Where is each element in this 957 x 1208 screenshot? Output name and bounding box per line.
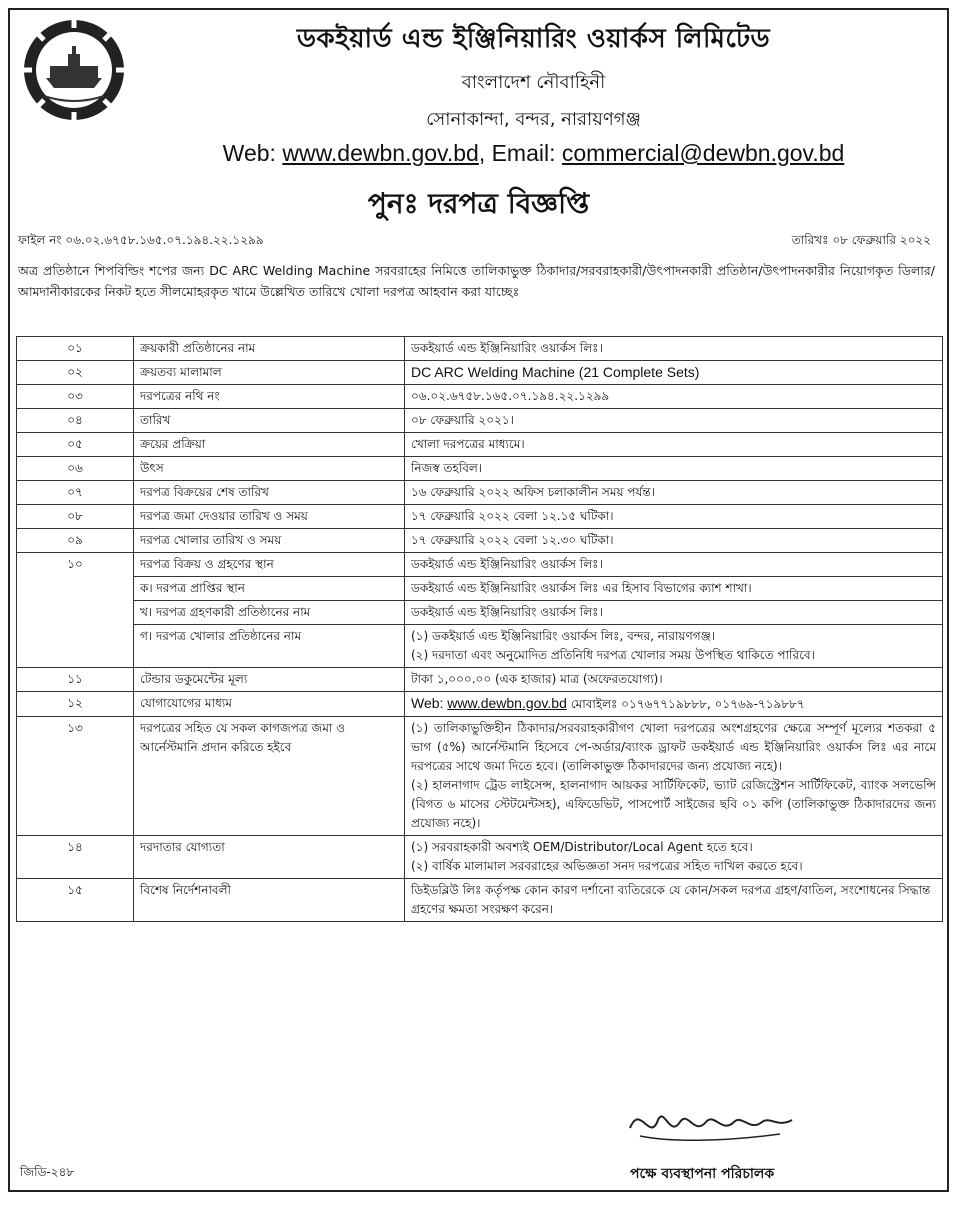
row-value (405, 717, 943, 836)
table-row (17, 601, 943, 625)
organization-name: ডকইয়ার্ড এন্ড ইঞ্জিনিয়ারিং ওয়ার্কস লিমিটেড (296, 24, 771, 54)
email-link[interactable]: commercial@dewbn.gov.bd (561, 140, 845, 166)
row-number: ১২ (17, 692, 134, 717)
row-number: ১০ (17, 553, 134, 668)
row-value (405, 692, 943, 717)
table-row (17, 879, 943, 922)
row-value: খোলা দরপত্রের মাধ্যমে। (405, 433, 943, 457)
table-row (17, 553, 943, 577)
table-row (17, 433, 943, 457)
row-number: ০৩ (17, 385, 134, 409)
row-number: ০১ (17, 337, 134, 361)
row-value: ডিইডব্লিউ লিঃ কর্তৃপক্ষ কোন কারণ দর্শানো ব্যতিরেকে যে কোন/সকল দরপত্র গ্রহণ/বাতিল, সংশোধনের সিদ্ধান্ত গ্রহণের ক্ষমতা সংরক্ষণ করেন। (405, 879, 943, 922)
row-value: DC ARC Welding Machine (21 Complete Sets) (405, 361, 943, 385)
row-label: তারিখ (134, 409, 405, 433)
row-value: ০৮ ফেব্রুয়ারি ২০২১। (405, 409, 943, 433)
contact-website-link[interactable]: www.dewbn.gov.bd (447, 695, 567, 711)
authority-name: বাংলাদেশ নৌবাহিনী (461, 72, 606, 93)
table-row (17, 668, 943, 692)
row-number: ০৪ (17, 409, 134, 433)
value-line: (১) ডকইয়ার্ড এন্ড ইঞ্জিনিয়ারিং ওয়ার্কস লিঃ, বন্দর, নারায়ণগঞ্জ। (411, 629, 716, 643)
row-value: ১৬ ফেব্রুয়ারি ২০২২ অফিস চলাকালীন সময় পর্যন্ত। (405, 481, 943, 505)
table-row (17, 409, 943, 433)
row-value (405, 625, 943, 668)
row-value (405, 836, 943, 879)
row-number: ০৮ (17, 505, 134, 529)
value-line: (২) দরদাতা এবং অনুমোদিত প্রতিনিধি দরপত্র খোলার সময় উপস্থিত থাকিতে পারিবে। (411, 648, 815, 662)
row-value: টাকা ১,০০০.০০ (এক হাজার) মাত্র (অফেরতযোগ্য)। (405, 668, 943, 692)
tender-notice-page (8, 8, 949, 1192)
table-row (17, 457, 943, 481)
row-label: ক্রয়কারী প্রতিষ্ঠানের নাম (134, 337, 405, 361)
table-row (17, 717, 943, 836)
row-number: ১৫ (17, 879, 134, 922)
company-logo-icon (20, 16, 128, 124)
row-label: ক্রয়ের প্রক্রিয়া (134, 433, 405, 457)
table-row (17, 529, 943, 553)
row-value: ডকইয়ার্ড এন্ড ইঞ্জিনিয়ারিং ওয়ার্কস লিঃ। (405, 601, 943, 625)
row-number: ০৬ (17, 457, 134, 481)
phone-numbers: মোবাইলঃ ০১৭৬৭৭১৯৮৮৮, ০১৭৬৯-৭১৯৮৮৭ (570, 697, 805, 711)
row-number: ১৪ (17, 836, 134, 879)
signature-icon (610, 1098, 810, 1150)
contact-line (130, 140, 937, 167)
web-prefix: Web: (411, 695, 444, 711)
letterhead (130, 16, 937, 167)
web-label: Web: (222, 140, 276, 166)
row-label: উৎস (134, 457, 405, 481)
contact-separator: , (478, 140, 486, 166)
table-row (17, 385, 943, 409)
row-number: ০৫ (17, 433, 134, 457)
row-label: বিশেষ নির্দেশনাবলী (134, 879, 405, 922)
row-label: টেন্ডার ডকুমেন্টের মূল্য (134, 668, 405, 692)
row-value: ডকইয়ার্ড এন্ড ইঞ্জিনিয়ারিং ওয়ার্কস লিঃ। (405, 337, 943, 361)
row-value: ডকইয়ার্ড এন্ড ইঞ্জিনিয়ারিং ওয়ার্কস লিঃ এর হিসাব বিভাগের ক্যাশ শাখা। (405, 577, 943, 601)
signer-title: পক্ষে ব্যবস্থাপনা পরিচালক (630, 1166, 775, 1182)
table-row (17, 505, 943, 529)
row-label: গ। দরপত্র খোলার প্রতিষ্ঠানের নাম (134, 625, 405, 668)
row-value: ১৭ ফেব্রুয়ারি ২০২২ বেলা ১২.১৫ ঘটিকা। (405, 505, 943, 529)
value-line: (১) সরবরাহকারী অবশ্যই OEM/Distributor/Local Agent হতে হবে। (411, 840, 753, 854)
file-info (18, 232, 931, 252)
row-label: খ। দরপত্র গ্রহণকারী প্রতিষ্ঠানের নাম (134, 601, 405, 625)
row-label: দরপত্রের সহিত যে সকল কাগজপত্র জমা ও আর্নেস্টমানি প্রদান করিতে হইবে (134, 717, 405, 836)
row-number: ০৯ (17, 529, 134, 553)
row-label: ক। দরপত্র প্রাপ্তির স্থান (134, 577, 405, 601)
row-label: দরদাতার যোগ্যতা (134, 836, 405, 879)
row-number: ০৭ (17, 481, 134, 505)
row-label: দরপত্র জমা দেওয়ার তারিখ ও সময় (134, 505, 405, 529)
value-line: (২) হালনাগাদ ট্রেড লাইসেন্স, হালনাগাদ আয়কর সার্টিফিকেট, ভ্যাট রেজিস্ট্রেশন সার্টিফিকেট, ব্যাংক সলভেন্সি (বিগত ৬ মাসের স্টেটমেন্টসহ), এফিডেভিট, পাসপোর্ট সাইজের ছবি ০১ কপি (তালিকাভুক্ত ঠিকাদারদের জন্য প্রযোজ্য নহে)। (411, 778, 936, 830)
email-label: Email: (491, 140, 556, 166)
intro-paragraph: অত্র প্রতিষ্ঠানে শিপবিল্ডিং শপের জন্য DC ARC Welding Machine সরবরাহের নিমিত্তে তালিকাভুক্ত ঠিকাদার/সরবরাহকারী/উৎপাদনকারী প্রতিষ্ঠান/উৎপাদনকারীর নিয়োগকৃত ডিলার/আমদানীকারকের নিকট হতে সীলমোহরকৃত খামে উল্লেখিত তারিখে খোলা দরপত্র আহবান করা যাচ্ছেঃ (18, 263, 935, 299)
row-number: ১৩ (17, 717, 134, 836)
row-label: যোগাযোগের মাধ্যম (134, 692, 405, 717)
row-label: দরপত্রের নথি নং (134, 385, 405, 409)
row-value: ০৬.০২.৬৭৫৮.১৬৫.০৭.১৯৪.২২.১২৯৯ (405, 385, 943, 409)
row-value: ১৭ ফেব্রুয়ারি ২০২২ বেলা ১২.৩০ ঘটিকা। (405, 529, 943, 553)
tender-details-table (16, 336, 943, 922)
table-row (17, 692, 943, 717)
file-number: ফাইল নং ০৬.০২.৬৭৫৮.১৬৫.০৭.১৯৪.২২.১২৯৯ (18, 233, 264, 247)
row-label: দরপত্র বিক্রয়ের শেষ তারিখ (134, 481, 405, 505)
notice-title: পুনঃ দরপত্র বিজ্ঞপ্তি (367, 187, 590, 220)
row-number: ১১ (17, 668, 134, 692)
table-row (17, 361, 943, 385)
row-label: দরপত্র বিক্রয় ও গ্রহণের স্থান (134, 553, 405, 577)
row-label: দরপত্র খোলার তারিখ ও সময় (134, 529, 405, 553)
row-value: ডকইয়ার্ড এন্ড ইঞ্জিনিয়ারিং ওয়ার্কস লিঃ। (405, 553, 943, 577)
table-row (17, 337, 943, 361)
value-line: (২) বার্ষিক মালামাল সরবরাহের অভিজ্ঞতা সনদ দরপত্রের সহিত দাখিল করতে হবে। (411, 859, 803, 873)
value-line: (১) তালিকাভুক্তিহীন ঠিকাদার/সরবরাহকারীগণ খোলা দরপত্রের অংশগ্রহণের ক্ষেত্রে সম্পূর্ণ মূল্যের শতকরা ৫ ভাগ (৫%) আর্নেস্টমানি হিসেবে পে-অর্ডার/ব্যাংক ড্রাফট ডকইয়ার্ড এন্ড ইঞ্জিনিয়ারিং ওয়ার্কস লিঃ এর নামে দরপত্রের সাথে জমা দিতে হবে। (তালিকাভুক্ত ঠিকাদারদের জন্য প্রযোজ্য নহে)। (411, 721, 936, 773)
website-link[interactable]: www.dewbn.gov.bd (282, 140, 479, 166)
table-row (17, 836, 943, 879)
table-row (17, 577, 943, 601)
address: সোনাকান্দা, বন্দর, নারায়ণগঞ্জ (426, 109, 641, 130)
notice-date: তারিখঃ ০৮ ফেব্রুয়ারি ২০২২ (791, 233, 931, 247)
table-row (17, 625, 943, 668)
notice-code: জিডি-২৪৮ (20, 1165, 75, 1179)
row-number: ০২ (17, 361, 134, 385)
table-row (17, 481, 943, 505)
row-label: ক্রয়তব্য মালামাল (134, 361, 405, 385)
row-value: নিজস্ব তহবিল। (405, 457, 943, 481)
